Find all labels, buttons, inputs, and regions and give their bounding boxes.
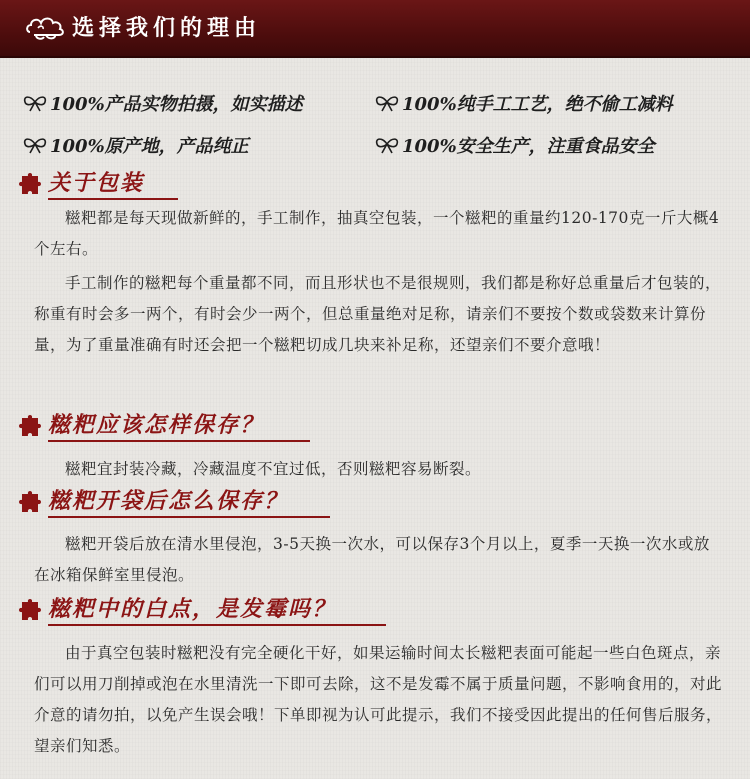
section-title: 关于包装 (48, 170, 145, 196)
feature-text: 100%产品实物拍摄，如实描述 (50, 94, 303, 115)
paragraph: 糍粑都是每天现做新鲜的，手工制作，抽真空包装，一个糍粑的重量约120-170克一斤大概4个左右。 (34, 209, 720, 258)
section-title: 糍粑应该怎样保存？ (48, 412, 265, 438)
ribbon-icon (22, 94, 48, 112)
feature-item (22, 132, 249, 162)
puzzle-icon (18, 170, 44, 198)
banner-title: 选择我们的理由 (72, 15, 262, 41)
paragraph: 由于真空包装时糍粑没有完全硬化干好，如果运输时间太长糍粑表面可能起一些白色斑点，亲们可以用刀削掉或泡在水里清洗一下即可去除，这不是发霉不属于质量问题，不影响食用的，对此介意的请勿拍，以免产生误会哦！下单即视为认可此提示，我们不接受因此提出的任何售后服务，望亲们知悉。 (34, 644, 723, 755)
feature-text: 100%安全生产，注重食品安全 (402, 136, 655, 157)
section-underline (48, 516, 330, 518)
ribbon-icon (22, 136, 48, 154)
paragraph: 糍粑开袋后放在清水里侵泡，3-5天换一次水，可以保存3个月以上，夏季一天换一次水或放在冰箱保鲜室里侵泡。 (34, 535, 710, 584)
feature-item (22, 90, 303, 120)
ribbon-icon (374, 94, 400, 112)
feature-item (374, 90, 673, 120)
header-banner (0, 0, 750, 58)
feature-text: 100%原产地，产品纯正 (50, 136, 249, 157)
section-underline (48, 440, 310, 442)
section-underline (48, 198, 178, 200)
section-title: 糍粑中的白点，是发霉吗？ (48, 596, 337, 622)
section-underline (48, 624, 386, 626)
paragraph: 糍粑宜封装冷藏，冷藏温度不宜过低，否则糍粑容易断裂。 (65, 460, 482, 478)
puzzle-icon (18, 412, 44, 440)
feature-item (374, 132, 655, 162)
section-title: 糍粑开袋后怎么保存？ (48, 488, 289, 514)
feature-text: 100%纯手工工艺，绝不偷工减料 (402, 94, 673, 115)
cloud-icon (24, 12, 68, 44)
puzzle-icon (18, 488, 44, 516)
ribbon-icon (374, 136, 400, 154)
paragraph: 手工制作的糍粑每个重量都不同，而且形状也不是很规则，我们都是称好总重量后才包装的，称重有时会多一两个，有时会少一两个，但总重量绝对足称，请亲们不要按个数或袋数来计算份量，为了重量准确有时还会把一个糍粑切成几块来补足称，还望亲们不要介意哦！ (34, 274, 722, 354)
puzzle-icon (18, 596, 44, 624)
